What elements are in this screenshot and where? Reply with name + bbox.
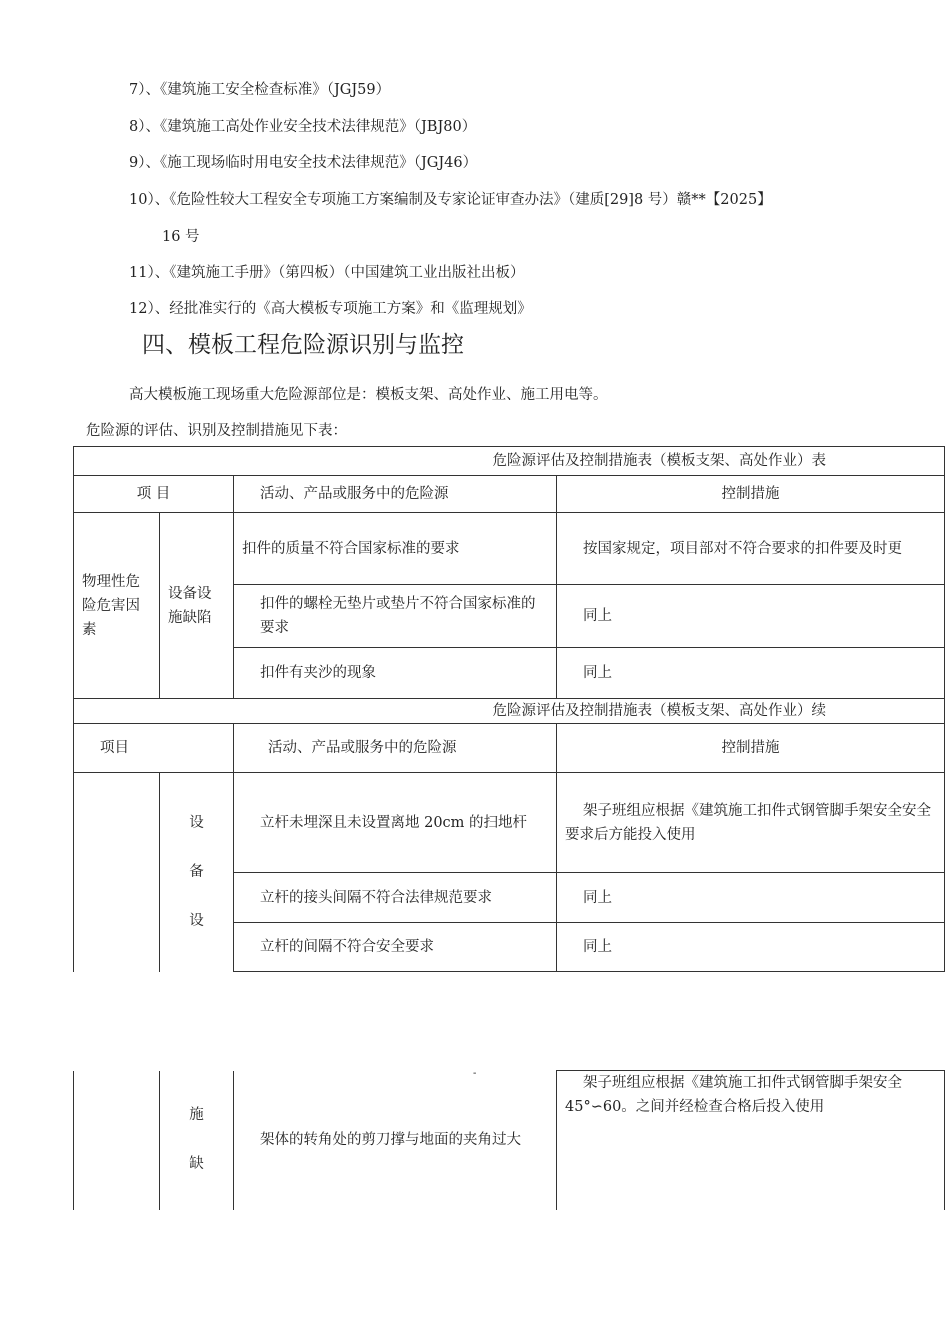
- header-control: 控制措施: [557, 476, 945, 513]
- subcategory-cell: 设 备 设: [160, 773, 234, 972]
- hazard-cell: 立杆未埋深且未设置离地 20cm 的扫地杆: [234, 773, 557, 873]
- table-intro: 危险源的评估、识别及控制措施见下表：: [86, 423, 347, 439]
- header-item: 项目: [74, 724, 234, 773]
- header-item: 项 目: [74, 476, 234, 513]
- reference-item: 10）、《危险性较大工程安全专项施工方案编制及专家论证审查办法》（建质[29]8 号）赣**【2025】: [129, 192, 772, 208]
- hazard-table: [73, 446, 945, 972]
- header-hazard: 活动、产品或服务中的危险源: [234, 724, 557, 773]
- control-cell: 同上: [557, 648, 945, 699]
- intro-paragraph: 高大模板施工现场重大危险源部位是：模板支架、高处作业、施工用电等。: [129, 387, 608, 403]
- hazard-cell: 立杆的接头间隔不符合法律规范要求: [234, 873, 557, 923]
- hazard-cell: 立杆的间隔不符合安全要求: [234, 923, 557, 972]
- reference-item: 9）、《施工现场临时用电安全技术法律规范》（JGJ46）: [129, 155, 478, 171]
- hazard-cell: 扣件的质量不符合国家标准的要求: [234, 513, 557, 585]
- table-caption: 危险源评估及控制措施表（模板支架、高处作业）表: [74, 447, 945, 476]
- category-cell: [74, 1071, 160, 1210]
- section-title: 四、模板工程危险源识别与监控: [142, 332, 464, 358]
- control-cell: 同上: [557, 923, 945, 972]
- control-cell: 架子班组应根据《建筑施工扣件式钢管脚手架安全45°∽60。之间并经检查合格后投入使用: [557, 1071, 945, 1210]
- reference-item: 8）、《建筑施工高处作业安全技术法律规范》（JBJ80）: [129, 119, 477, 135]
- hazard-cell: 架体的转角处的剪刀撑与地面的夹角过大: [234, 1071, 557, 1210]
- table-caption: 危险源评估及控制措施表（模板支架、高处作业）续: [74, 699, 945, 724]
- hazard-cell: 扣件的螺栓无垫片或垫片不符合国家标准的要求: [234, 585, 557, 648]
- control-cell: 同上: [557, 873, 945, 923]
- category-cell: [74, 773, 160, 972]
- reference-item: 11）、《建筑施工手册》（第四板）（中国建筑工业出版社出板）: [129, 265, 525, 281]
- control-cell: 按国家规定，项目部对不符合要求的扣件要及时更: [557, 513, 945, 585]
- stray-mark: -: [473, 1068, 477, 1079]
- control-cell: 同上: [557, 585, 945, 648]
- reference-item-continued: 16 号: [162, 229, 200, 245]
- header-hazard: 活动、产品或服务中的危险源: [234, 476, 557, 513]
- control-cell: 架子班组应根据《建筑施工扣件式钢管脚手架安全安全要求后方能投入使用: [557, 773, 945, 873]
- hazard-cell: 扣件有夹沙的现象: [234, 648, 557, 699]
- subcategory-cell: 设备设施缺陷: [160, 513, 234, 699]
- hazard-table-continued: [73, 1070, 945, 1210]
- header-control: 控制措施: [557, 724, 945, 773]
- reference-item: 7）、《建筑施工安全检查标准》（JGJ59）: [129, 82, 391, 98]
- subcategory-cell: 施 缺: [160, 1071, 234, 1210]
- category-cell: 物理性危险危害因素: [74, 513, 160, 699]
- reference-item: 12）、经批准实行的《高大模板专项施工方案》和《监理规划》: [129, 301, 532, 317]
